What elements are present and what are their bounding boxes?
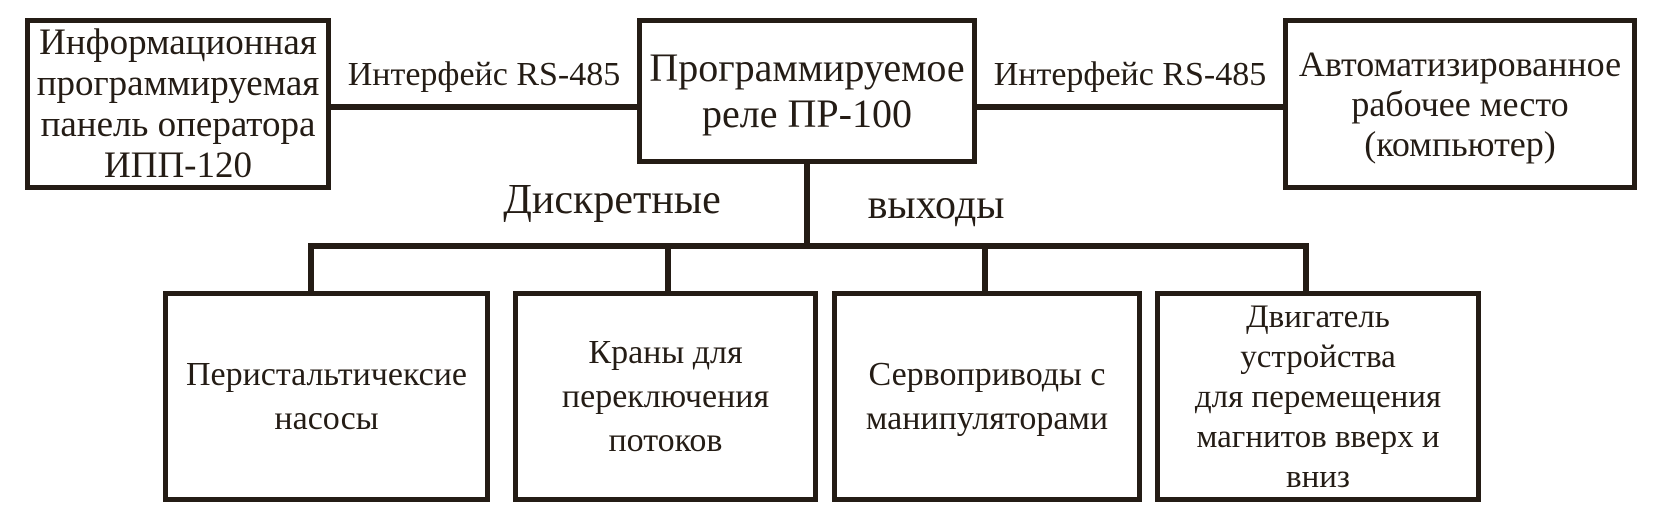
link-relay-to-workstation-label: Интерфейс RS-485 [993,56,1267,93]
link-panel-to-relay-line [329,104,639,110]
node-line: для перемещения [1194,378,1442,415]
node-line: Автоматизированное [1298,44,1622,84]
node-workstation-text [1288,44,1632,164]
node-peristaltic-pumps-text [168,353,485,441]
node-peristaltic-pumps [163,291,490,502]
node-servo-manipulators [832,291,1142,502]
node-line: рабочее место [1351,84,1569,124]
stub-to-magnet-motor-line [1303,245,1309,295]
node-line: реле ПР-100 [702,91,912,136]
node-flow-switch-valves [513,291,818,502]
link-panel-to-relay-label: Интерфейс RS-485 [347,56,621,93]
node-line: Сервоприводы с [868,355,1106,393]
node-operator-panel-text [30,22,326,186]
node-programmable-relay-text [642,45,972,137]
node-line: панель оператора [40,104,316,145]
node-line: Двигатель [1246,298,1390,335]
discrete-outputs-feeder-line [804,162,810,249]
node-workstation [1283,18,1637,190]
node-magnet-motor-text [1160,297,1476,497]
node-line: программируемая [36,63,320,104]
node-line: потоков [608,421,723,459]
stub-to-pumps-line [308,245,314,295]
node-line: устройства [1240,338,1396,375]
node-servo-manipulators-text [837,353,1137,441]
node-line: ИПП-120 [104,145,252,186]
node-magnet-motor [1155,291,1481,502]
discrete-outputs-bus-line [308,243,1309,249]
node-flow-switch-valves-text [518,331,813,463]
node-line: магнитов вверх и [1196,418,1440,455]
stub-to-servos-line [982,245,988,295]
discrete-outputs-label-left: Дискретные [503,177,721,223]
node-line: (компьютер) [1364,124,1556,164]
node-line: Краны для [588,333,743,371]
node-line: насосы [274,399,379,437]
node-line: вниз [1286,458,1350,495]
node-line: Перистальтичексие [185,355,468,393]
discrete-outputs-label-right: выходы [867,182,1005,228]
node-programmable-relay [637,18,977,164]
node-operator-panel [25,18,331,190]
node-line: переключения [561,377,770,415]
link-relay-to-workstation-line [975,104,1285,110]
node-line: манипуляторами [865,399,1109,437]
node-line: Программируемое [649,45,965,90]
stub-to-valves-line [665,245,671,295]
node-line: Информационная [39,22,317,63]
